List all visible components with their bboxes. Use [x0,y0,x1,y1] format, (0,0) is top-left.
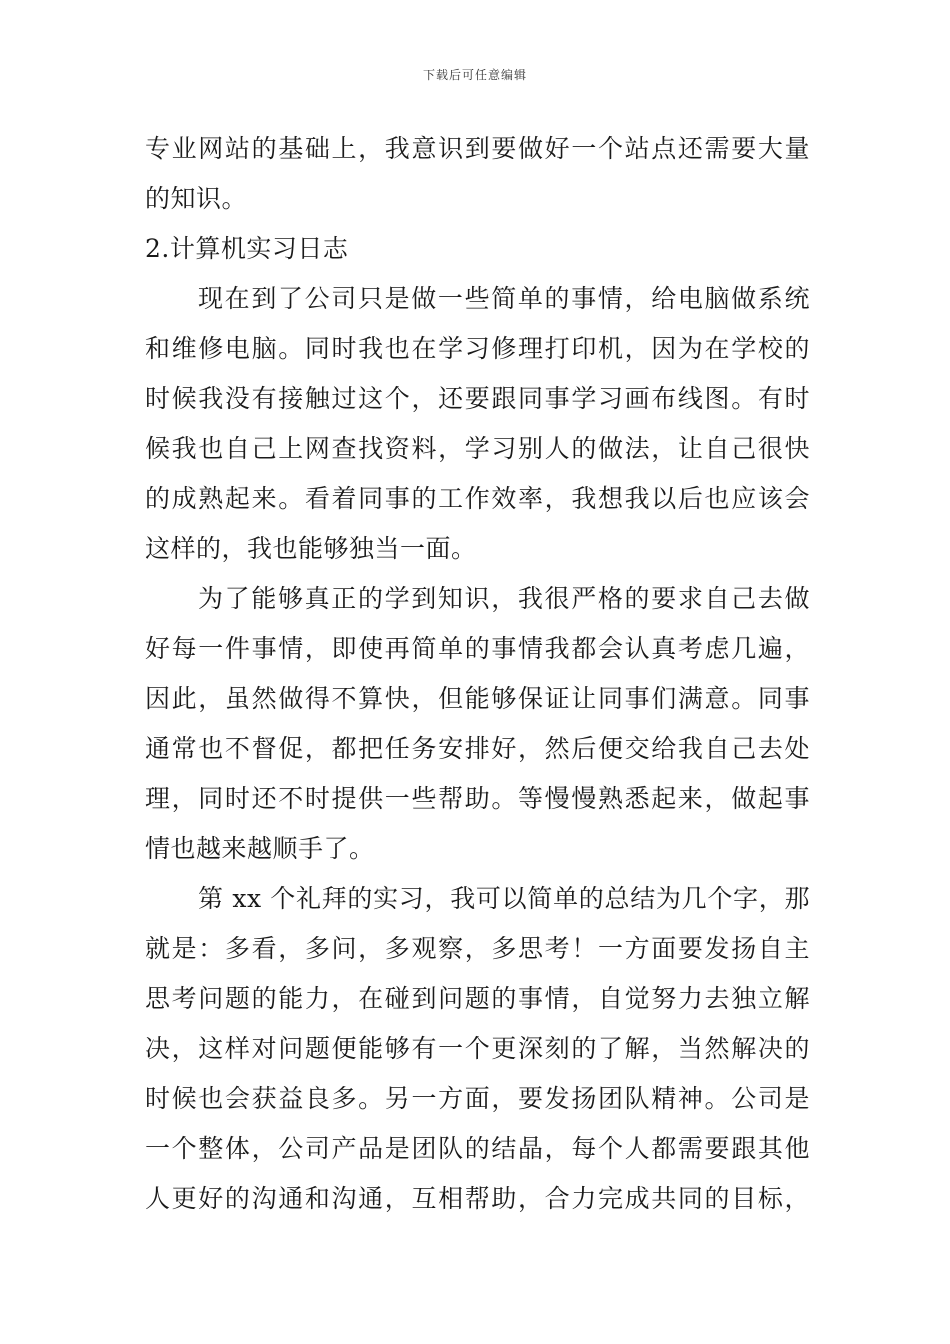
text-line: 思考问题的能力，在碰到问题的事情，自觉努力去独立解 [145,984,810,1013]
paragraph-first-line: 为了能够真正的学到知识，我很严格的要求自己去做 [198,584,810,613]
paragraph-first-line: 第 xx 个礼拜的实习，我可以简单的总结为几个字，那 [198,884,810,913]
text-line: 的成熟起来。看着同事的工作效率，我想我以后也应该会 [145,484,810,513]
text-line: 的知识。 [145,184,248,213]
text-line: 理，同时还不时提供一些帮助。等慢慢熟悉起来，做起事 [145,784,810,813]
text-line: 决，这样对问题便能够有一个更深刻的了解，当然解决的 [145,1034,810,1063]
paragraph-first-line: 现在到了公司只是做一些简单的事情，给电脑做系统 [198,284,810,313]
text-line: 时候也会获益良多。另一方面，要发扬团队精神。公司是 [145,1084,810,1113]
text-line: 这样的，我也能够独当一面。 [145,534,477,563]
text-line: 人更好的沟通和沟通，互相帮助，合力完成共同的目标， [145,1184,810,1213]
text-line: 情也越来越顺手了。 [145,834,375,863]
text-line: 一个整体，公司产品是团队的结晶，每个人都需要跟其他 [145,1134,810,1163]
text-line: 因此，虽然做得不算快，但能够保证让同事们满意。同事 [145,684,810,713]
section-heading: 2.计算机实习日志 [145,234,349,263]
text-line: 和维修电脑。同时我也在学习修理打印机，因为在学校的 [145,334,810,363]
text-line: 时候我没有接触过这个，还要跟同事学习画布线图。有时 [145,384,810,413]
text-line: 候我也自己上网查找资料，学习别人的做法，让自己很快 [145,434,810,463]
text-line: 好每一件事情，即使再简单的事情我都会认真考虑几遍， [145,634,810,663]
text-line: 专业网站的基础上，我意识到要做好一个站点还需要大量 [145,134,810,163]
text-line: 通常也不督促，都把任务安排好，然后便交给我自己去处 [145,734,810,763]
text-line: 就是：多看，多问，多观察，多思考！一方面要发扬自主 [145,934,810,963]
page-header: 下载后可任意编辑 [422,68,527,82]
